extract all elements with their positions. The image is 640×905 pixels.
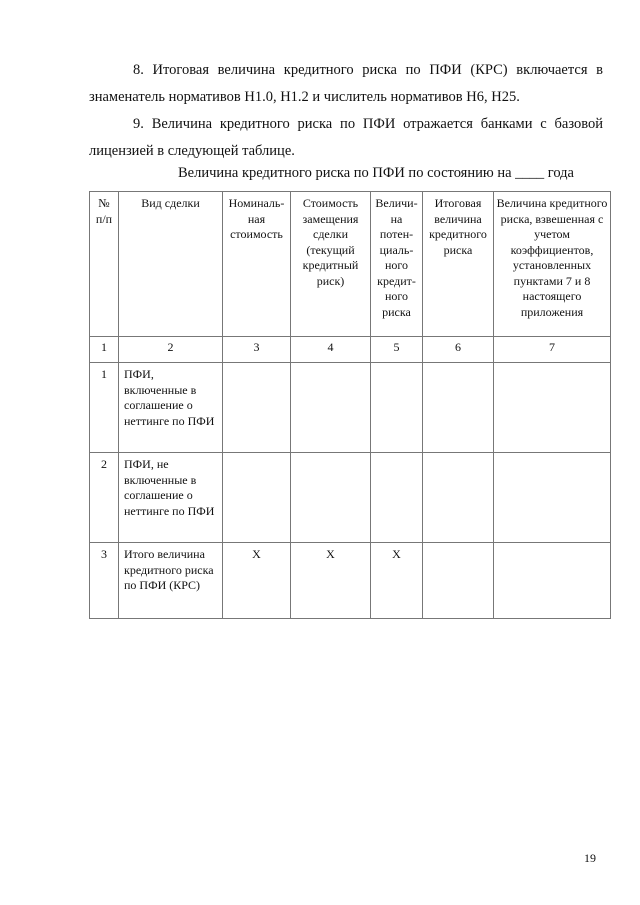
header-cell: Величи-на потен-циаль-ного кредит-ного риска [371,192,423,337]
column-number: 3 [223,337,291,363]
cell: X [223,543,291,619]
column-number-row [90,337,611,363]
table-caption: Величина кредитного риска по ПФИ по состоянию на ____ года [177,165,574,181]
credit-risk-table [89,191,611,619]
cell: 1 [90,363,119,453]
cell: X [371,543,423,619]
cell [291,453,371,543]
header-cell: Итоговая величина кредитного риска [423,192,494,337]
cell [494,363,611,453]
paragraph-9: 9. Величина кредитного риска по ПФИ отражается банками с базовой лицензией в следующей таблице. [89,116,603,159]
cell: 2 [90,453,119,543]
table-row [90,363,611,453]
column-number: 5 [371,337,423,363]
header-cell: № п/п [90,192,119,337]
column-number: 1 [90,337,119,363]
cell [223,363,291,453]
cell: 3 [90,543,119,619]
cell [494,543,611,619]
paragraph-8: 8. Итоговая величина кредитного риска по ПФИ (КРС) включается в знаменатель нормативов Н1.0, Н1.2 и числитель нормативов Н6, Н25. [89,62,603,105]
table-row [90,543,611,619]
header-cell: Вид сделки [119,192,223,337]
column-number: 2 [119,337,223,363]
cell [494,453,611,543]
cell: Итого величина кредитного риска по ПФИ (КРС) [119,543,223,619]
column-number: 4 [291,337,371,363]
cell [223,453,291,543]
cell: ПФИ, не включенные в соглашение о неттинге по ПФИ [119,453,223,543]
page-number: 19 [584,851,596,865]
cell [371,363,423,453]
cell [423,453,494,543]
header-cell: Величина кредитного риска, взвешенная с учетом коэффициентов, установленных пунктами 7 и 8 настоящего приложения [494,192,611,337]
cell [371,453,423,543]
cell [423,543,494,619]
column-number: 7 [494,337,611,363]
cell [291,363,371,453]
header-cell: Стоимость замещения сделки (текущий кредитный риск) [291,192,371,337]
table-row [90,453,611,543]
cell [423,363,494,453]
column-number: 6 [423,337,494,363]
cell: ПФИ, включенные в соглашение о неттинге по ПФИ [119,363,223,453]
table-header-row [90,192,611,337]
header-cell: Номиналь-ная стоимость [223,192,291,337]
cell: X [291,543,371,619]
